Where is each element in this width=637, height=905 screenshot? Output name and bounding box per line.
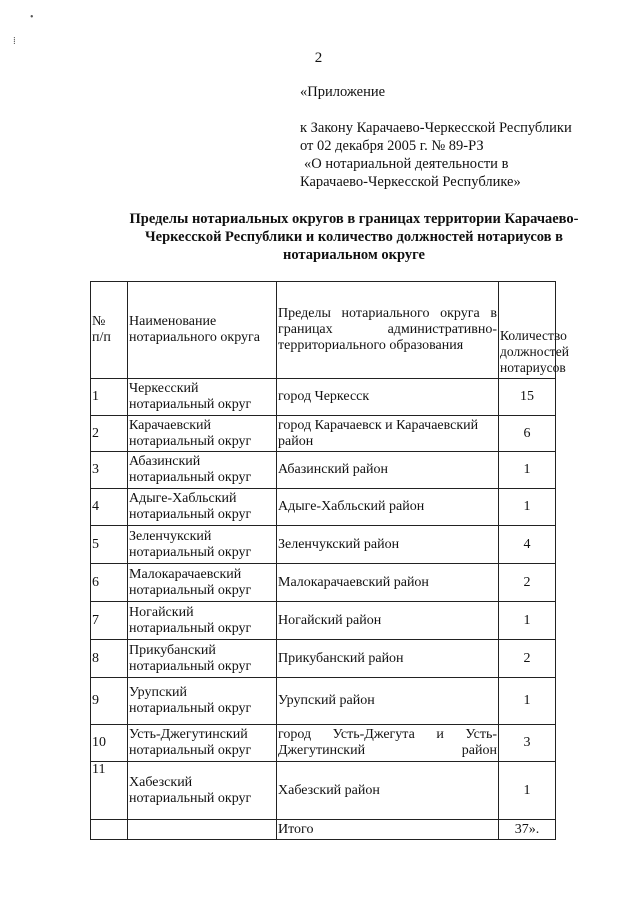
row-count: 15 <box>499 379 556 416</box>
appendix-line: к Закону Карачаево-Черкесской Республики <box>300 120 572 136</box>
row-limits: Абазинский район <box>277 452 499 489</box>
document-title <box>118 210 590 264</box>
table-total-row <box>91 820 556 840</box>
row-district-name: Карачаевский нотариальный округ <box>128 416 277 452</box>
scan-marks: • <box>30 12 34 23</box>
row-number: 9 <box>91 678 128 725</box>
row-number: 7 <box>91 602 128 640</box>
row-district-name: Адыге-Хабльский нотариальный округ <box>128 489 277 526</box>
row-number: 4 <box>91 489 128 526</box>
title-line: нотариальном округе <box>283 247 425 263</box>
table-row <box>91 725 556 762</box>
table-row <box>91 489 556 526</box>
appendix-line: «Приложение <box>300 84 386 100</box>
table-row <box>91 416 556 452</box>
header-limits: Пределы нотариального округа в границах административно-территориального образования <box>277 282 499 379</box>
row-limits: Прикубанский район <box>277 640 499 678</box>
row-limits: Урупский район <box>277 678 499 725</box>
row-district-name: Черкесский нотариальный округ <box>128 379 277 416</box>
row-limits: город Черкесск <box>277 379 499 416</box>
title-line: Пределы нотариальных округов в границах территории Карачаево- <box>129 211 579 227</box>
row-number: 2 <box>91 416 128 452</box>
row-district-name: Ногайский нотариальный округ <box>128 602 277 640</box>
row-count: 2 <box>499 640 556 678</box>
appendix-line: «О нотариальной деятельности в <box>304 156 509 172</box>
row-count: 2 <box>499 564 556 602</box>
row-district-name: Урупский нотариальный округ <box>128 678 277 725</box>
total-empty-num <box>91 820 128 840</box>
row-limits: город Карачаевск и Карачаевский район <box>277 416 499 452</box>
scan-marks: ⁞ <box>13 36 16 47</box>
row-count: 3 <box>499 725 556 762</box>
row-district-name: Усть-Джегутинский нотариальный округ <box>128 725 277 762</box>
table-row <box>91 564 556 602</box>
row-number: 6 <box>91 564 128 602</box>
row-district-name: Зеленчукский нотариальный округ <box>128 526 277 564</box>
row-district-name: Хабезский нотариальный округ <box>128 762 277 820</box>
table-row <box>91 452 556 489</box>
row-limits: Адыге-Хабльский район <box>277 489 499 526</box>
table-row <box>91 762 556 820</box>
appendix-line: от 02 декабря 2005 г. № 89-РЗ <box>300 138 484 154</box>
row-count: 6 <box>499 416 556 452</box>
row-count: 1 <box>499 678 556 725</box>
total-value: 37». <box>499 820 556 840</box>
notary-districts-table <box>90 281 569 840</box>
row-count: 4 <box>499 526 556 564</box>
row-limits: Хабезский район <box>277 762 499 820</box>
title-line: Черкесской Республики и количество должностей нотариусов в <box>145 229 563 245</box>
row-count: 1 <box>499 602 556 640</box>
row-district-name: Малокарачаевский нотариальный округ <box>128 564 277 602</box>
table-row <box>91 379 556 416</box>
row-limits: город Усть-Джегута и Усть-Джегутинский район <box>277 725 499 762</box>
row-limits: Ногайский район <box>277 602 499 640</box>
total-label: Итого <box>277 820 499 840</box>
row-count: 1 <box>499 452 556 489</box>
row-number: 3 <box>91 452 128 489</box>
row-number: 8 <box>91 640 128 678</box>
row-district-name: Прикубанский нотариальный округ <box>128 640 277 678</box>
header-count: Количество должностей нотариусов <box>499 282 556 379</box>
row-number: 10 <box>91 725 128 762</box>
row-limits: Малокарачаевский район <box>277 564 499 602</box>
row-limits: Зеленчукский район <box>277 526 499 564</box>
row-number: 1 <box>91 379 128 416</box>
header-num: № п/п <box>91 282 128 379</box>
row-count: 1 <box>499 489 556 526</box>
table-row <box>91 602 556 640</box>
total-empty-name <box>128 820 277 840</box>
row-district-name: Абазинский нотариальный округ <box>128 452 277 489</box>
row-number: 11 <box>91 762 128 820</box>
row-number: 5 <box>91 526 128 564</box>
table-row <box>91 526 556 564</box>
page-number: 2 <box>314 50 323 66</box>
row-count: 1 <box>499 762 556 820</box>
appendix-line: Карачаево-Черкесской Республике» <box>300 174 521 190</box>
appendix-note <box>300 83 572 191</box>
header-name: Наименование нотариального округа <box>128 282 277 379</box>
table-row <box>91 640 556 678</box>
table-header-row <box>91 282 556 379</box>
table-row <box>91 678 556 725</box>
